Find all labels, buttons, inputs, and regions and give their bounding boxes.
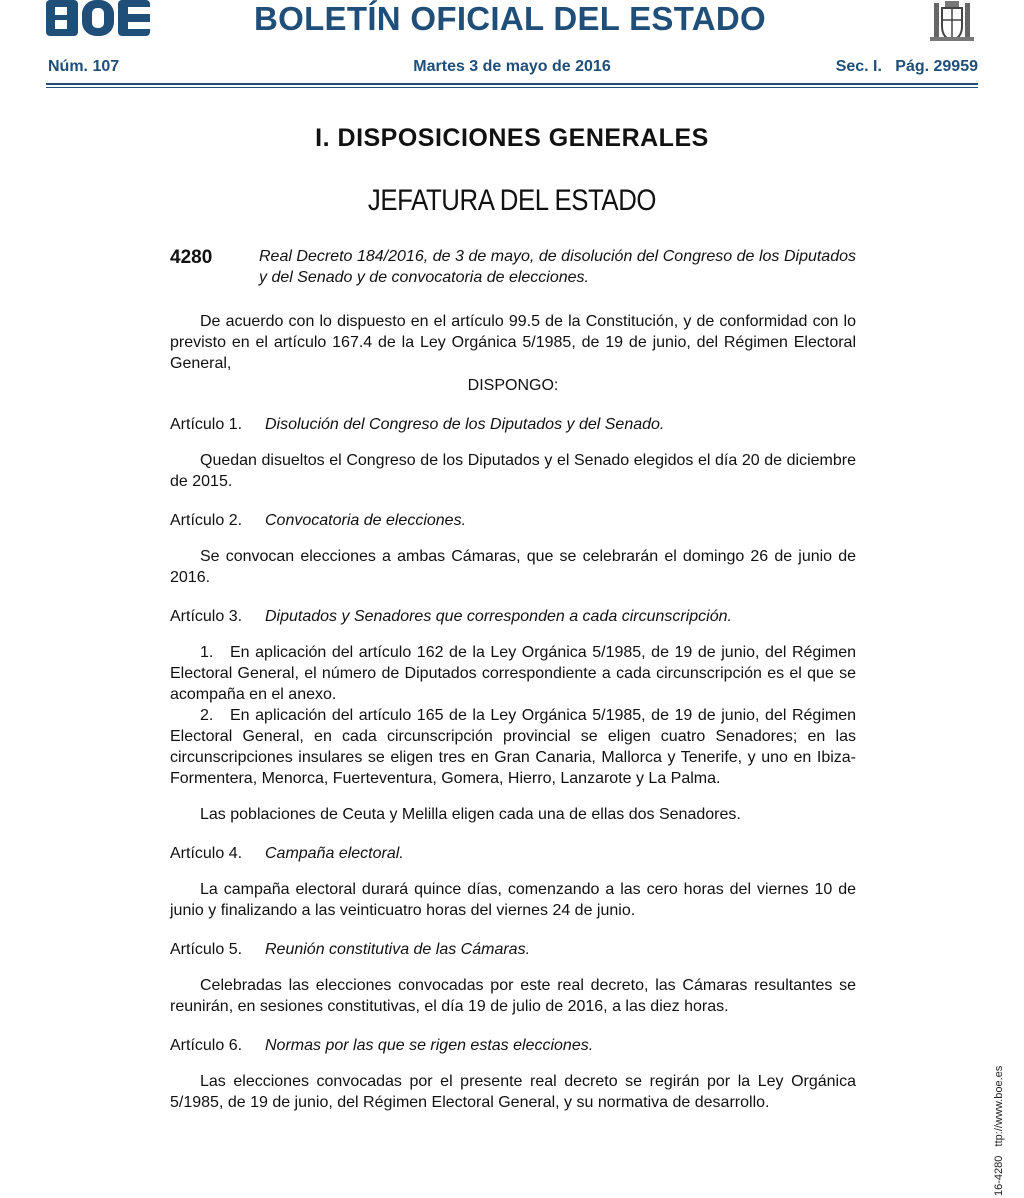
issue-date: Martes 3 de mayo de 2016 — [413, 58, 611, 75]
document-body — [170, 246, 861, 1113]
article-heading — [170, 414, 856, 435]
article-title: Normas por las que se rigen estas elecciones. — [265, 1037, 594, 1054]
entry-title: Real Decreto 184/2016, de 3 de mayo, de disolución del Congreso de los Diputados y del Senado y de convocatoria de elecciones. — [259, 248, 856, 286]
article-paragraph: Las elecciones convocadas por el presente real decreto se regirán por la Ley Orgánica 5/1985, de 19 de junio, del Régimen Electoral General, y su normativa de desarrollo. — [170, 1073, 856, 1111]
article-paragraph: Se convocan elecciones a ambas Cámaras, que se celebrarán el domingo 26 de junio de 2016. — [170, 548, 856, 586]
article-heading — [170, 1035, 856, 1056]
header-rule — [46, 83, 978, 85]
boe-logo — [46, 0, 152, 38]
entry-number: 4280 — [170, 247, 213, 268]
article-label: Artículo 3. — [170, 608, 243, 625]
article-title: Convocatoria de elecciones. — [265, 512, 467, 529]
article-heading — [170, 843, 856, 864]
organism-title: JEFATURA DEL ESTADO — [367, 184, 657, 217]
article-title: Diputados y Senadores que corresponden a cada circunscripción. — [265, 608, 732, 625]
article-heading — [170, 939, 856, 960]
article-paragraph: Las poblaciones de Ceuta y Melilla eligen cada una de ellas dos Senadores. — [200, 806, 741, 823]
article-title: Reunión constitutiva de las Cámaras. — [265, 941, 531, 958]
article-paragraph: La campaña electoral durará quince días, comenzando a las cero horas del viernes 10 de junio y finalizando a las veinticuatro horas del viernes 24 de junio. — [170, 881, 856, 919]
article-paragraph: 1. En aplicación del artículo 162 de la Ley Orgánica 5/1985, de 19 de junio, del Régimen Electoral General, el número de Diputados correspondiente a cada circunscripción es el que se acompaña en el anexo. — [170, 644, 861, 703]
issue-number: Núm. 107 — [48, 58, 120, 75]
dispongo: DISPONGO: — [467, 377, 559, 394]
coat-of-arms-icon — [926, 0, 978, 42]
article-paragraph: Celebradas las elecciones convocadas por este real decreto, las Cámaras resultantes se reunirán, en sesiones constitutivas, el día 19 de julio de 2016, a las diez horas. — [170, 977, 856, 1015]
side-verification-text: 16-4280 ttp://www.boe.es — [993, 1065, 1005, 1196]
article-label: Artículo 4. — [170, 845, 243, 862]
article-label: Artículo 2. — [170, 512, 243, 529]
preamble: De acuerdo con lo dispuesto en el artículo 99.5 de la Constitución, y de conformidad con lo previsto en el artículo 167.4 de la Ley Orgánica 5/1985, de 19 de junio, del Régimen Electoral General, — [170, 313, 856, 372]
article-label: Artículo 5. — [170, 941, 243, 958]
article-label: Artículo 1. — [170, 416, 243, 433]
article-title: Disolución del Congreso de los Diputados y del Senado. — [265, 416, 665, 433]
article-heading — [170, 510, 856, 531]
article-paragraph: Quedan disueltos el Congreso de los Diputados y el Senado elegidos el día 20 de diciembre de 2015. — [170, 452, 856, 490]
article-title: Campaña electoral. — [265, 845, 404, 862]
section-page: Sec. I. Pág. 29959 — [835, 58, 978, 75]
header-rule-thin — [46, 87, 978, 88]
article-paragraph: 2. En aplicación del artículo 165 de la Ley Orgánica 5/1985, de 19 de junio, del Régimen Electoral General, en cada circunscripción provincial se eligen cuatro Senadores; en las circunscripciones insulares se eligen tres en Gran Canaria, Mallorca y Tenerife, y uno en Ibiza-Formentera, Menorca, Fuerteventura, Gomera, Hierro, Lanzarote y La Palma. — [170, 707, 861, 787]
article-heading — [170, 606, 856, 627]
section-title: I. DISPOSICIONES GENERALES — [315, 124, 709, 152]
publication-title: BOLETÍN OFICIAL DEL ESTADO — [254, 0, 766, 37]
article-label: Artículo 6. — [170, 1037, 243, 1054]
